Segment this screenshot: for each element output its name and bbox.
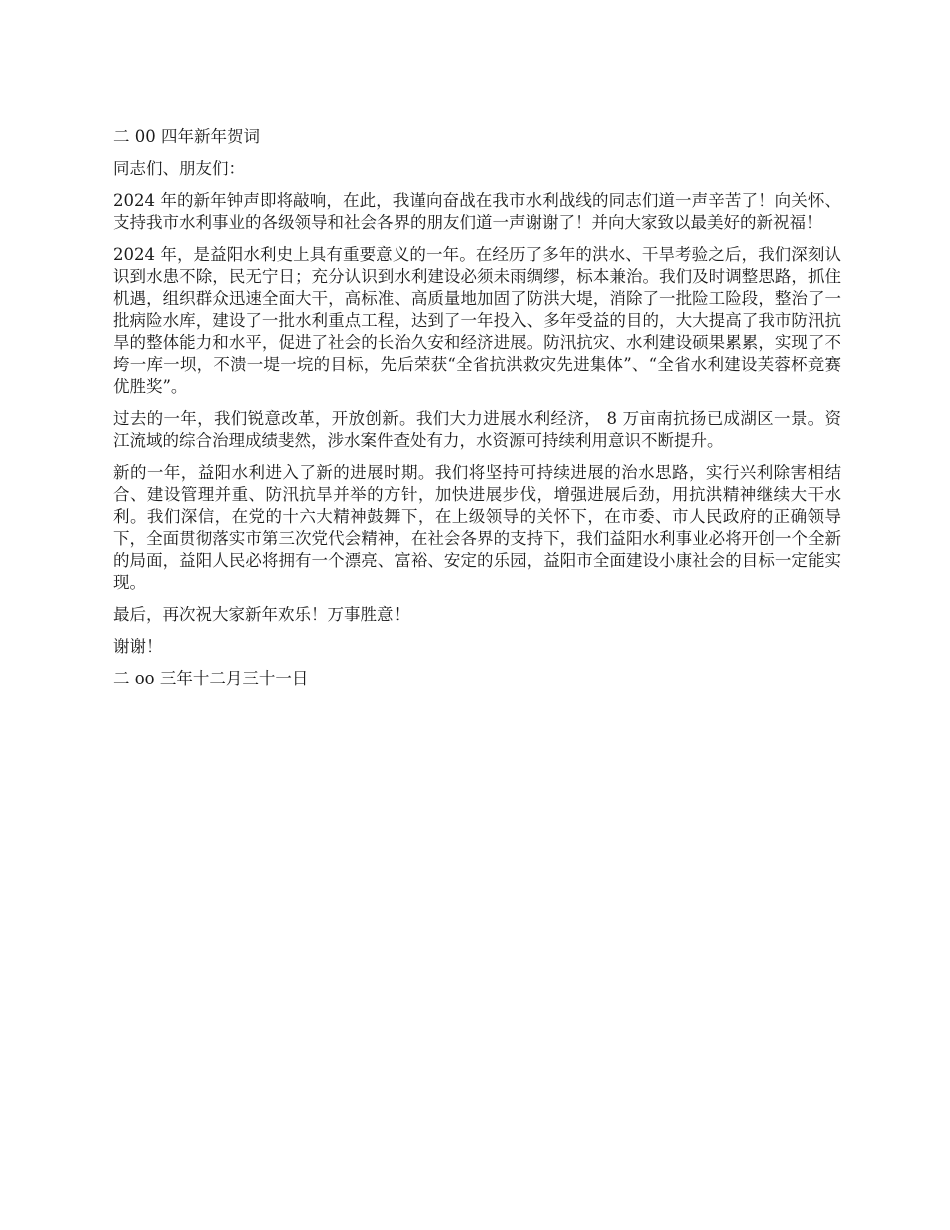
paragraph-opening: 2024 年的新年钟声即将敲响，在此，我谨向奋战在我市水利战线的同志们道一声辛苦了！向关怀、支持我市水利事业的各级领导和社会各界的朋友们道一声谢谢了！并向大家致以最美好的新祝福！ [113,191,841,232]
salutation: 同志们、朋友们： [113,159,245,178]
document-date: 二 oo 三年十二月三十一日 [113,669,309,688]
paragraph-past-year: 过去的一年，我们锐意改革，开放创新。我们大力进展水利经济， 8 万亩南抗扬已成湖区一景。资江流域的综合治理成绩斐然，涉水案件查处有力，水资源可持续利用意识不断提升。 [113,409,841,450]
thanks-line: 谢谢！ [113,637,163,656]
paragraph-new-year: 新的一年，益阳水利进入了新的进展时期。我们将坚持可持续进展的治水思路，实行兴利除害相结合、建设管理并重、防汛抗旱并举的方针，加快进展步伐，增强进展后劲，用抗洪精神继续大干水利。我们深信，在党的十六大精神鼓舞下，在上级领导的关怀下，在市委、市人民政府的正确领导下，全面贯彻落实市第三次党代会精神，在社会各界的支持下，我们益阳水利事业必将开创一个全新的局面，益阳人民必将拥有一个漂亮、富裕、安定的乐园，益阳市全面建设小康社会的目标一定能实现。 [113,463,841,592]
paragraph-closing-wishes: 最后，再次祝大家新年欢乐！万事胜意！ [113,605,410,624]
document-page [113,126,841,700]
document-title: 二 00 四年新年贺词 [113,127,260,146]
paragraph-review-2024: 2024 年，是益阳水利史上具有重要意义的一年。在经历了多年的洪水、干旱考验之后，我们深刻认识到水患不除，民无宁日；充分认识到水利建设必须未雨绸缪，标本兼治。我们及时调整思路，抓住机遇，组织群众迅速全面大干，高标准、高质量地加固了防洪大堤，消除了一批险工险段，整治了一批病险水库，建设了一批水利重点工程，达到了一年投入、多年受益的目的，大大提高了我市防汛抗旱的整体能力和水平，促进了社会的长治久安和经济进展。防汛抗灾、水利建设硕果累累，实现了不垮一库一坝，不溃一堤一垸的目标，先后荣获“全省抗洪救灾先进集体”、“全省水利建设芙蓉杯竞赛优胜奖”。 [113,245,841,396]
